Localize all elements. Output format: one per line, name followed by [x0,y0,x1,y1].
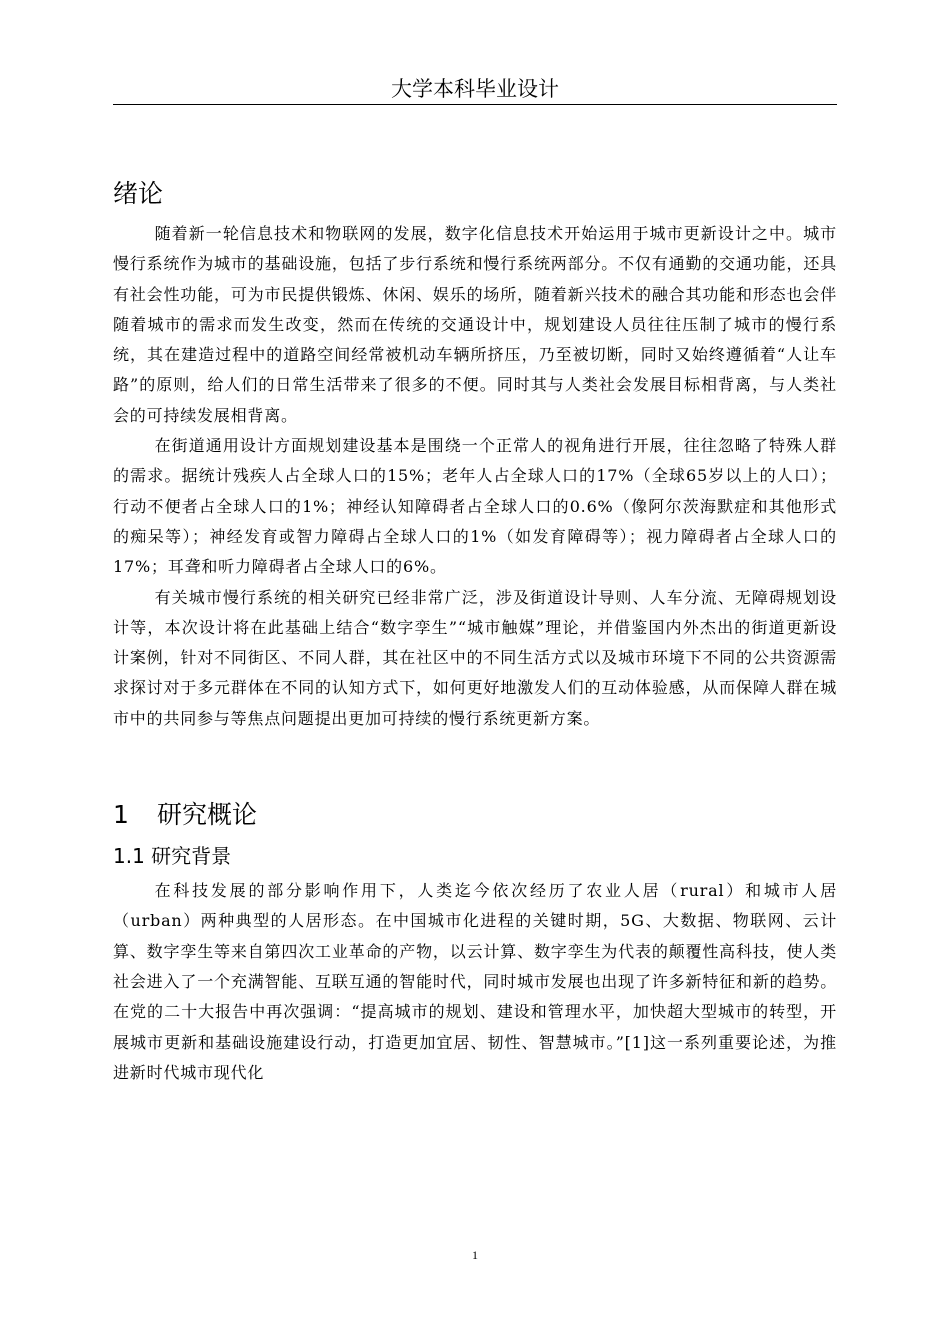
header-title: 大学本科毕业设计 [391,77,559,101]
section-heading: 1.1 研究背景 [113,844,232,869]
page-header [113,76,837,105]
chapter-title: 研究概论 [157,800,258,830]
intro-paragraph-1: 随着新一轮信息技术和物联网的发展，数字化信息技术开始运用于城市更新设计之中。城市慢行系统作为城市的基础设施，包括了步行系统和慢行系统两部分。不仅有通勤的交通功能，还具有社会性功能，可为市民提供锻炼、休闲、娱乐的场所，随着新兴技术的融合其功能和形态也会伴随着城市的需求而发生改变，然而在传统的交通设计中，规划建设人员往往压制了城市的慢行系统，其在建造过程中的道路空间经常被机动车辆所挤压，乃至被切断，同时又始终遵循着“人让车路”的原则，给人们的日常生活带来了很多的不便。同时其与人类社会发展目标相背离，与人类社会的可持续发展相背离。 [113,224,837,425]
chapter-number: 1 [113,800,129,830]
chapter-heading [113,796,837,834]
document-body [113,175,837,1088]
intro-paragraph-3: 有关城市慢行系统的相关研究已经非常广泛，涉及街道设计导则、人车分流、无障碍规划设计等，本次设计将在此基础上结合“数字孪生”“城市触媒”理论，并借鉴国内外杰出的街道更新设计案例，针对不同街区、不同人群，其在社区中的不同生活方式以及城市环境下不同的公共资源需求探讨对于多元群体在不同的认知方式下，如何更好地激发人们的互动体验感，从而保障人群在城市中的共同参与等焦点问题提出更加可持续的慢行系统更新方案。 [113,587,837,728]
intro-heading: 绪论 [113,179,164,208]
intro-paragraph-2: 在街道通用设计方面规划建设基本是围绕一个正常人的视角进行开展，往往忽略了特殊人群的需求。据统计残疾人占全球人口的15%；老年人占全球人口的17%（全球65岁以上的人口）；行动不便者占全球人口的1%；神经认知障碍者占全球人口的0.6%（像阿尔茨海默症和其他形式的痴呆等）；神经发育或智力障碍占全球人口的1%（如发育障碍等）；视力障碍者占全球人口的17%；耳聋和听力障碍者占全球人口的6%。 [113,436,837,577]
section-paragraph: 在科技发展的部分影响作用下，人类迄今依次经历了农业人居（rural）和城市人居（urban）两种典型的人居形态。在中国城市化进程的关键时期，5G、大数据、物联网、云计算、数字孪生等来自第四次工业革命的产物，以云计算、数字孪生为代表的颠覆性高科技，使人类社会进入了一个充满智能、互联互通的智能时代，同时城市发展也出现了许多新特征和新的趋势。在党的二十大报告中再次强调：“提高城市的规划、建设和管理水平，加快超大型城市的转型，开展城市更新和基础设施建设行动，打造更加宜居、韧性、智慧城市。”[1]这一系列重要论述，为推进新时代城市现代化 [113,881,837,1082]
page-number: 1 [472,1248,478,1262]
